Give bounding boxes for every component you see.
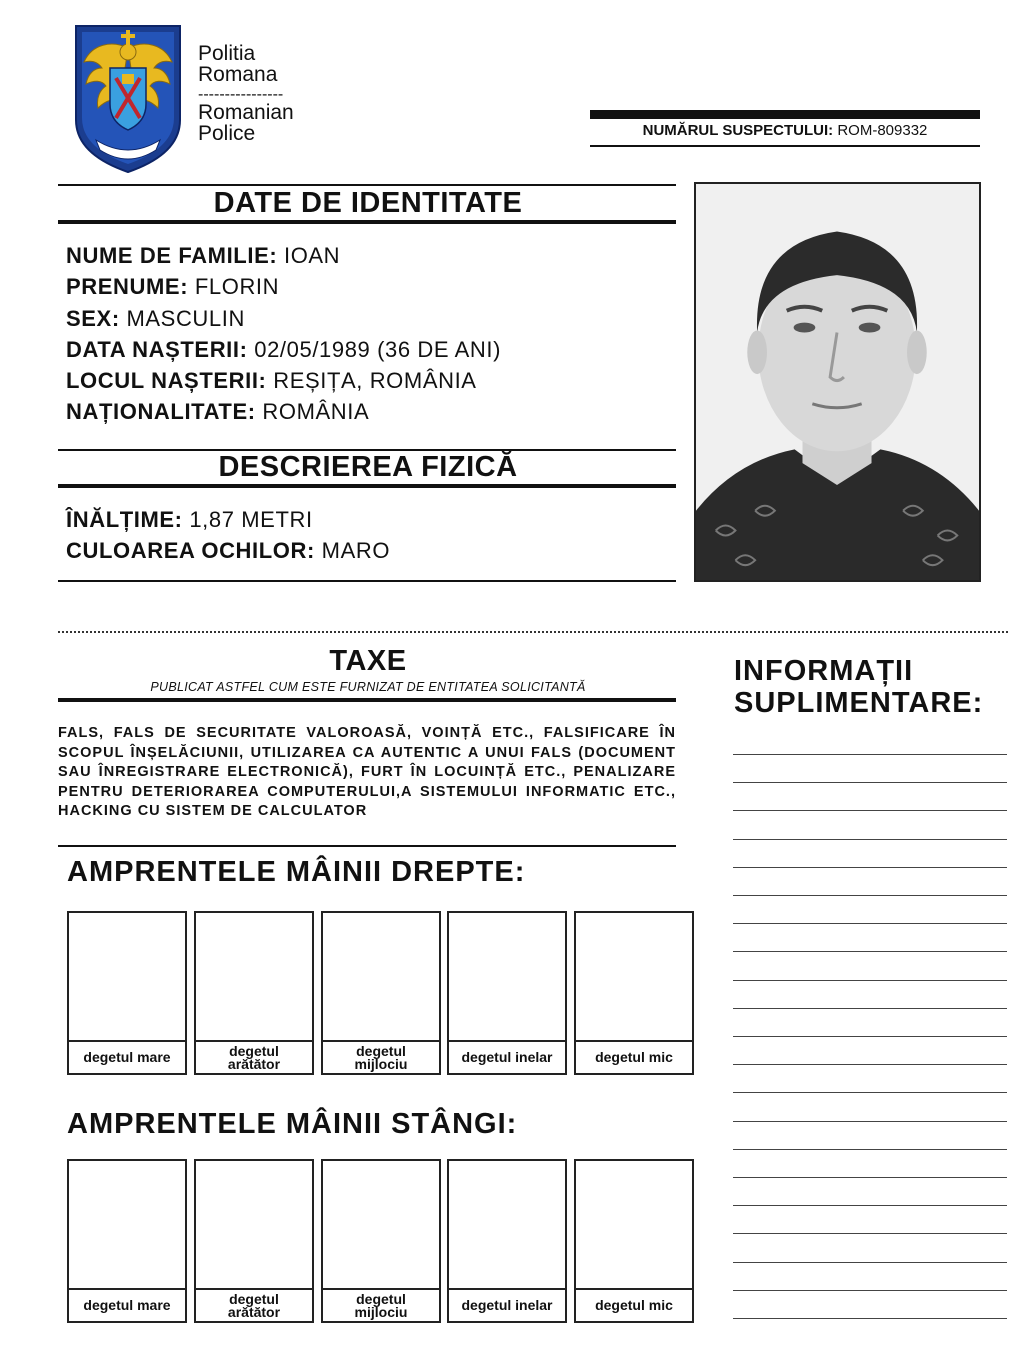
fingerprint-box-right-ring[interactable] xyxy=(447,911,567,1075)
additional-info-line xyxy=(733,1290,1007,1291)
additional-info-line xyxy=(733,951,1007,952)
fingerprint-label-line1: degetul xyxy=(229,1290,279,1307)
additional-info-line xyxy=(733,1233,1007,1234)
field-sex xyxy=(66,306,245,332)
fingerprint-label xyxy=(323,1040,439,1073)
fingerprint-label-line1: degetul xyxy=(356,1042,406,1059)
additional-info-line xyxy=(733,839,1007,840)
fingerprint-label xyxy=(449,1040,565,1073)
charges-text: FALS, FALS DE SECURITATE VALOROASĂ, VOINȚĂ ETC., FALSIFICARE ÎN SCOPUL ÎNȘELĂCIUNII, UTILIZAREA CA AUTENTIC A UNUI FALS (DOCUMENT SAU ÎNREGISTRARE ELECTRONICĂ), FURT ÎN LOCUINȚĂ ETC., PENALIZARE PENTRU DETERIORAREA COMPUTERULUI,A SISTEMULUI INFORMATIC ETC., HACKING CU SISTEM DE CALCULATOR xyxy=(58,725,676,820)
additional-info-title-line1: INFORMAȚII xyxy=(734,655,914,687)
fingerprint-box-right-middle[interactable] xyxy=(321,911,441,1075)
field-label: NUME DE FAMILIE: xyxy=(66,243,278,268)
field-value: 1,87 METRI xyxy=(189,507,313,532)
suspect-number-label: NUMĂRUL SUSPECTULUI: xyxy=(642,122,834,139)
fingerprint-box-left-thumb[interactable] xyxy=(67,1159,187,1323)
suspect-number-top-bar xyxy=(590,110,980,119)
fingerprint-label-line1: degetul mic xyxy=(595,1297,673,1313)
fingerprint-label-line1: degetul xyxy=(356,1290,406,1307)
charges-title: TAXE xyxy=(329,645,407,677)
additional-info-line xyxy=(733,980,1007,981)
fingerprint-label xyxy=(323,1288,439,1321)
field-first-name xyxy=(66,274,279,300)
additional-info-title-line2: SUPLIMENTARE: xyxy=(734,687,984,719)
additional-info-line xyxy=(733,867,1007,868)
field-birth-place xyxy=(66,368,477,394)
field-value: IOAN xyxy=(283,243,341,268)
field-nationality xyxy=(66,399,369,425)
fingerprint-label xyxy=(576,1288,692,1321)
fingerprint-label xyxy=(69,1288,185,1321)
fingerprint-box-left-little[interactable] xyxy=(574,1159,694,1323)
suspect-number-bottom-rule xyxy=(590,145,980,147)
left-hand-fingerprints-title: AMPRENTELE MÂINII STÂNGI: xyxy=(67,1108,518,1140)
additional-info-line xyxy=(733,1036,1007,1037)
additional-info-line xyxy=(733,1149,1007,1150)
charges-rule xyxy=(58,698,676,702)
field-value: MASCULIN xyxy=(126,306,245,331)
agency-separator: ---------------- xyxy=(198,86,284,103)
fingerprint-label-line1: degetul xyxy=(229,1042,279,1059)
fingerprint-label-line1: degetul mare xyxy=(83,1297,171,1313)
additional-info-line xyxy=(733,810,1007,811)
suspect-number xyxy=(590,122,980,139)
fingerprint-box-right-thumb[interactable] xyxy=(67,911,187,1075)
fingerprint-label-line1: degetul mic xyxy=(595,1049,673,1065)
romanian-police-crest-icon xyxy=(72,22,184,174)
identity-title: DATE DE IDENTITATE xyxy=(213,187,523,219)
charges-note: PUBLICAT ASTFEL CUM ESTE FURNIZAT DE ENTITATEA SOLICITANTĂ xyxy=(150,680,586,694)
fingerprint-label-line2: mijlociu xyxy=(354,1055,408,1072)
fingerprint-box-left-ring[interactable] xyxy=(447,1159,567,1323)
additional-info-line xyxy=(733,1262,1007,1263)
field-value: ROMÂNIA xyxy=(262,399,370,424)
additional-info-line xyxy=(733,1177,1007,1178)
fingerprint-label-line1: degetul inelar xyxy=(461,1049,553,1065)
suspect-portrait-photo xyxy=(694,182,981,582)
additional-info-line xyxy=(733,754,1007,755)
field-value: MARO xyxy=(321,538,391,563)
fingerprint-box-right-little[interactable] xyxy=(574,911,694,1075)
additional-info-line xyxy=(733,782,1007,783)
field-birth-date xyxy=(66,337,501,363)
suspect-number-value: ROM-809332 xyxy=(837,122,928,139)
agency-name-line3: Romanian xyxy=(198,101,294,124)
field-label: ÎNĂLȚIME: xyxy=(66,507,183,532)
field-value: 02/05/1989 (36 DE ANI) xyxy=(254,337,502,362)
field-label: LOCUL NAȘTERII: xyxy=(66,368,267,393)
field-label: PRENUME: xyxy=(66,274,189,299)
fingerprint-label xyxy=(196,1288,312,1321)
fingerprint-box-right-index[interactable] xyxy=(194,911,314,1075)
physical-title: DESCRIEREA FIZICĂ xyxy=(218,451,518,483)
agency-name-line4: Police xyxy=(198,122,256,145)
agency-name-line2: Romana xyxy=(198,63,278,86)
right-hand-fingerprints-title: AMPRENTELE MÂINII DREPTE: xyxy=(67,856,526,888)
field-label: DATA NAȘTERII: xyxy=(66,337,248,362)
additional-info-line xyxy=(733,1121,1007,1122)
fingerprint-label xyxy=(449,1288,565,1321)
agency-name-line1: Politia xyxy=(198,42,256,65)
field-value: FLORIN xyxy=(194,274,280,299)
fingerprint-label-line1: degetul mare xyxy=(83,1049,171,1065)
additional-info-line xyxy=(733,923,1007,924)
additional-info-line xyxy=(733,1092,1007,1093)
additional-info-line xyxy=(733,1205,1007,1206)
fingerprint-label-line1: degetul inelar xyxy=(461,1297,553,1313)
charges-end-rule xyxy=(58,845,676,847)
fingerprint-label xyxy=(576,1040,692,1073)
field-value: REȘIȚA, ROMÂNIA xyxy=(273,368,477,393)
fingerprint-label-line2: arătător xyxy=(227,1055,281,1072)
identity-top-rule xyxy=(58,184,676,186)
physical-end-rule xyxy=(58,580,676,582)
additional-info-line xyxy=(733,1064,1007,1065)
additional-info-title xyxy=(734,655,1014,719)
field-eye-color xyxy=(66,538,390,564)
identity-bottom-rule xyxy=(58,220,676,224)
fingerprint-label-line2: mijlociu xyxy=(354,1303,408,1320)
additional-info-line xyxy=(733,1318,1007,1319)
fingerprint-box-left-middle[interactable] xyxy=(321,1159,441,1323)
field-label: CULOAREA OCHILOR: xyxy=(66,538,315,563)
field-height xyxy=(66,507,313,533)
additional-info-line xyxy=(733,895,1007,896)
fingerprint-label xyxy=(196,1040,312,1073)
field-label: SEX: xyxy=(66,306,120,331)
fingerprint-box-left-index[interactable] xyxy=(194,1159,314,1323)
additional-info-line xyxy=(733,1008,1007,1009)
physical-bottom-rule xyxy=(58,484,676,488)
fingerprint-label xyxy=(69,1040,185,1073)
field-label: NAȚIONALITATE: xyxy=(66,399,256,424)
section-divider xyxy=(58,631,1008,633)
field-last-name xyxy=(66,243,340,269)
fingerprint-label-line2: arătător xyxy=(227,1303,281,1320)
